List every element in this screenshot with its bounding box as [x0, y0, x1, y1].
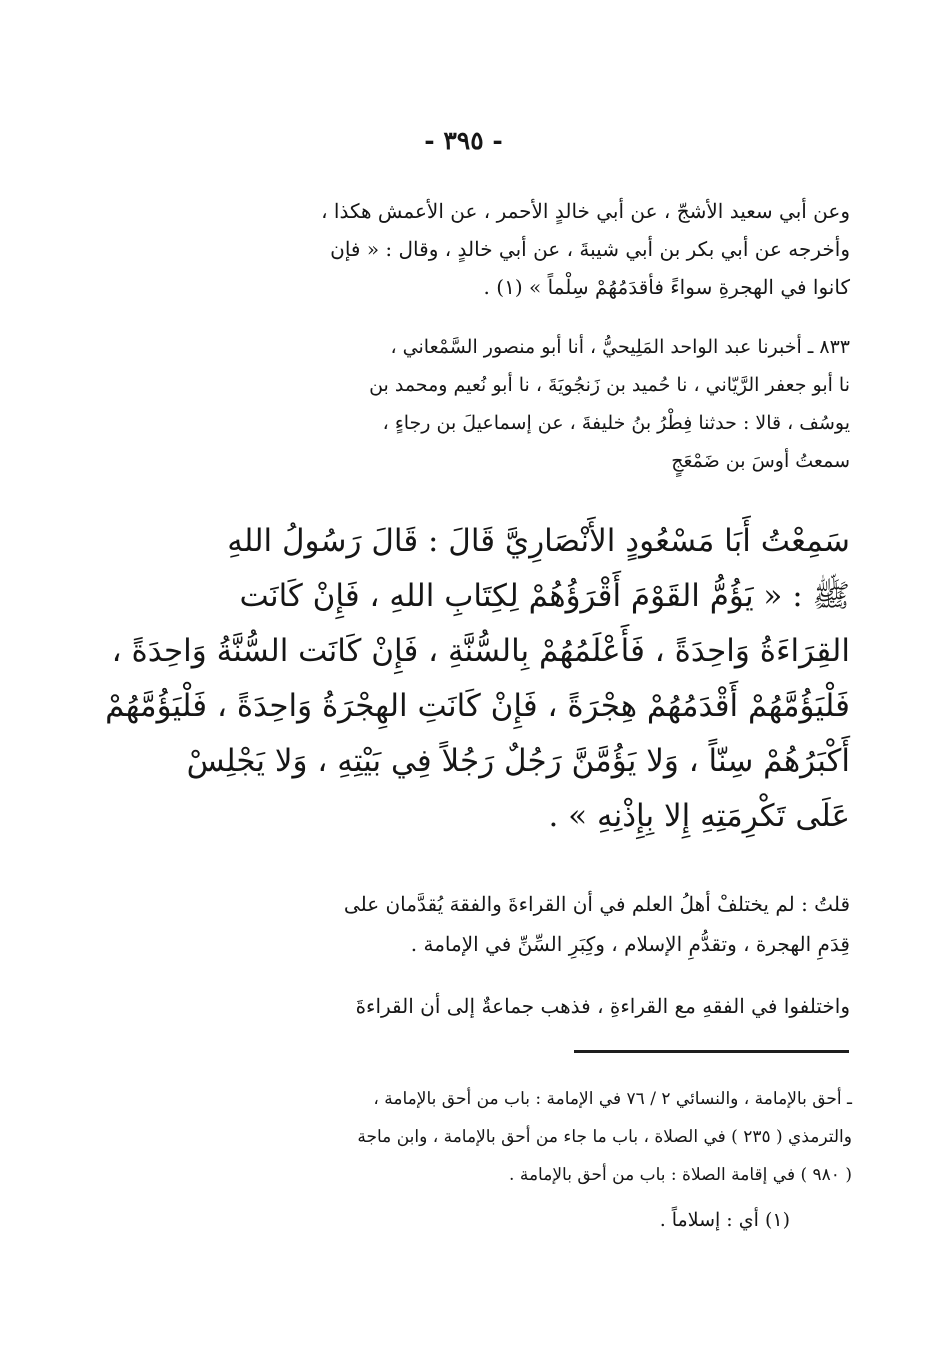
footnote-line: والترمذي ( ٢٣٥ ) في الصلاة ، باب ما جاء من أحق بالإمامة ، وابن ماجة	[357, 1127, 852, 1147]
text-line: يوسُف ، قالا : حدثنا فِطْرُ بنُ خليفةَ ، عن إسماعيلَ بن رجاءٍ ،	[382, 412, 850, 434]
footnote-divider	[574, 1050, 849, 1053]
text-line: قِدَمِ الهجرة ، وتقدُّمِ الإسلام ، وكِبَرِ السِّنِّ في الإمامة .	[410, 932, 850, 956]
comment-paragraph	[188, 884, 850, 964]
hadith-line: ﷺ : « يَؤُمُّ القَوْمَ أَقْرَؤُهُمْ لِكِتَابِ اللهِ ، فَإِنْ كَانَت	[239, 578, 850, 614]
hadith-text	[105, 514, 850, 844]
footnote-line: ( ٩٨٠ ) في إقامة الصلاة : باب من أحق بالإمامة .	[509, 1165, 852, 1185]
footnote-line: ـ أحق بالإمامة ، والنسائي ٢ / ٧٦ في الإمامة : باب من أحق بالإمامة ،	[373, 1089, 852, 1109]
hadith-line: سَمِعْتُ أَبَا مَسْعُودٍ الأَنْصَارِيَّ قَالَ : قَالَ رَسُولُ اللهِ	[227, 523, 850, 559]
text-line: نا أبو جعفر الرَّيّاني ، نا حُميد بن زَنجُويَةَ ، نا أبو نُعيم ومحمد بن	[369, 374, 850, 396]
continuation-paragraph	[188, 986, 850, 1026]
hadith-line: أَكْبَرُهُمْ سِنّاً ، وَلا يَؤُمَّنَّ رَجُلٌ رَجُلاً فِي بَيْتِهِ ، وَلا يَجْلِسْ	[186, 743, 850, 779]
hadith-line: فَلْيَؤُمَّهُمْ أَقْدَمُهُمْ هِجْرَةً ، فَإِنْ كَانَتِ الهِجْرَةُ وَاحِدَةً ، فَلْيَؤُمَّهُمْ	[105, 688, 850, 724]
text-line: وعن أبي سعيد الأشجّ ، عن أبي خالدٍ الأحمر ، عن الأعمش هكذا ،	[321, 199, 850, 223]
hadith-line: عَلَى تَكْرِمَتِهِ إِلا بِإِذْنِهِ » .	[548, 798, 850, 834]
text-line: واختلفوا في الفقهِ مع القراءةِ ، فذهب جماعةٌ إلى أن القراءةَ	[355, 994, 850, 1018]
isnad-paragraph	[188, 328, 850, 480]
footnote-line: (١) أي : إسلاماً .	[659, 1209, 790, 1231]
text-line: قلتُ : لم يختلفْ أهلُ العلم في أن القراءةَ والفقهَ يُقدَّمان على	[343, 892, 850, 916]
footnote-1	[186, 1202, 790, 1238]
text-line: وأخرجه عن أبي بكر بن أبي شيبةَ ، عن أبي خالدٍ ، وقال : « فإن	[330, 237, 850, 261]
page-number: - ٣٩٥ -	[424, 126, 503, 155]
footnote-references	[186, 1080, 852, 1194]
text-line: سمعتُ أوسَ بن ضَمْعَجٍ	[671, 450, 850, 472]
text-line: ٨٣٣ ـ أخبرنا عبد الواحد المَلِيحيُّ ، أنا أبو منصور السَّمْعاني ،	[390, 336, 850, 358]
intro-paragraph	[188, 192, 850, 306]
text-line: كانوا في الهجرةِ سواءً فأقدَمُهُمْ سِلْماً » (١) .	[483, 275, 850, 299]
hadith-line: القِرَاءَةُ وَاحِدَةً ، فَأَعْلَمُهُمْ بِالسُّنَّةِ ، فَإِنْ كَانَت السُّنَّةُ وَاحِدَةً ،	[111, 633, 850, 669]
